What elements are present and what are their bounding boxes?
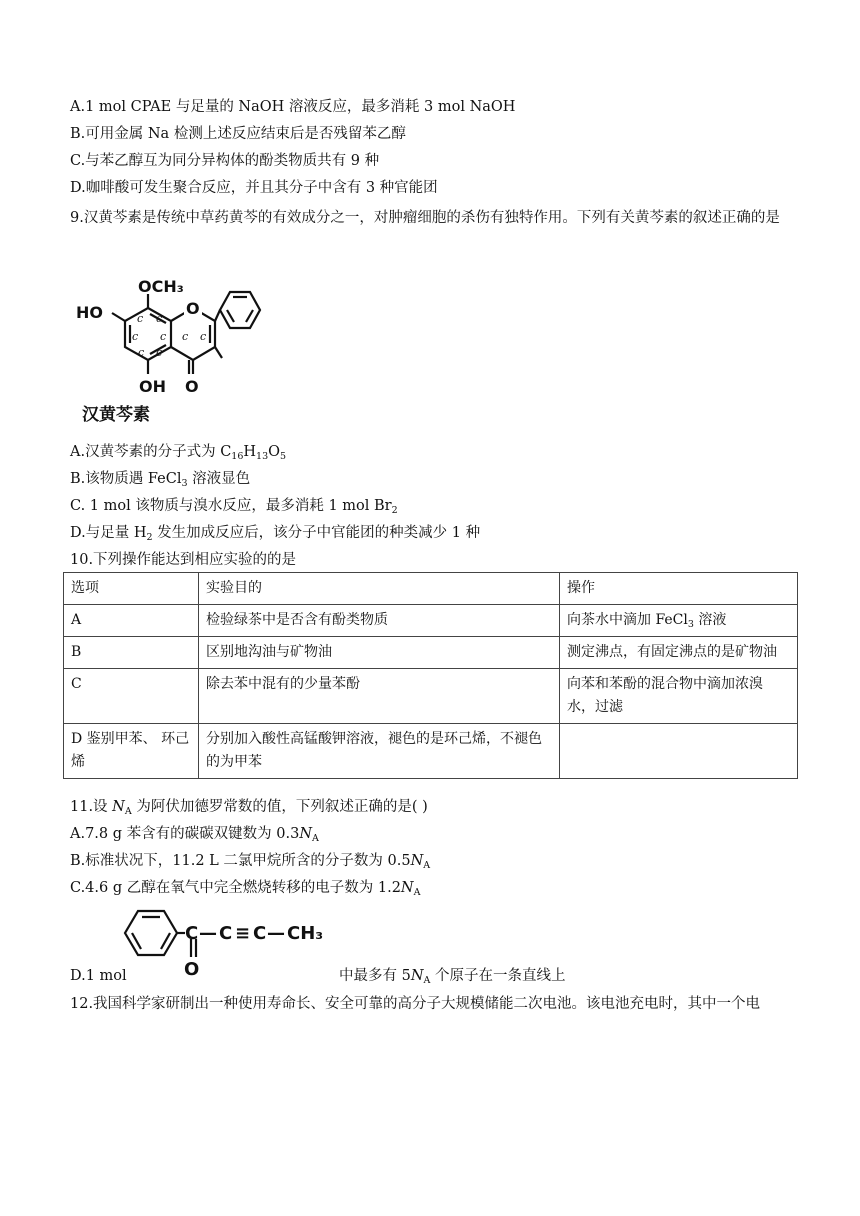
row-operation: 向苯和苯酚的混合物中滴加浓溴水，过滤: [560, 669, 798, 724]
q8-option-b: B.可用金属 Na 检测上述反应结束后是否残留苯乙醇: [70, 126, 406, 142]
c-mark: c: [160, 330, 167, 343]
row-purpose: 除去苯中混有的少量苯酚: [199, 669, 560, 724]
table-row: [64, 669, 798, 724]
c-mark: c: [200, 330, 207, 343]
table-row: [64, 605, 798, 637]
row-operation: 测定沸点，有固定沸点的是矿物油: [560, 637, 798, 669]
row-purpose: 分别加入酸性高锰酸钾溶液，褪色的是环己烯，不褪色的为甲苯: [199, 724, 560, 779]
q11-option-c: C.4.6 g 乙醇在氧气中完全燃烧转移的电子数为 $1.2N_A$: [70, 880, 421, 898]
oh-label: OH: [139, 377, 166, 396]
c-mark: c: [156, 346, 163, 359]
bond-dash: —: [267, 923, 285, 944]
row-purpose: 检验绿茶中是否含有酚类物质: [199, 605, 560, 637]
structure-caption: 汉黄芩素: [82, 405, 150, 425]
carbonyl-oxygen-label: O: [184, 959, 200, 980]
q8-option-a: A.1 mol CPAE 与足量的 NaOH 溶液反应，最多消耗 3 mol NaOH: [70, 99, 516, 115]
q10-stem: 10.下列操作能达到相应实验的的是: [70, 552, 297, 568]
q11-option-b: B.标准状况下，11.2 L 二氯甲烷所含的分子数为 $0.5N_A$: [70, 853, 431, 871]
bond-dash: —: [199, 923, 217, 944]
q11-option-d-text: 中最多有 $5N_A$ 个原子在一条直线上: [339, 968, 566, 986]
q9-option-b: B.该物质遇 FeCl$_3$ 溶液显色: [70, 471, 251, 489]
header-operation: 操作: [560, 573, 798, 605]
row-option: A: [64, 605, 199, 637]
q8-option-d: D.咖啡酸可发生聚合反应，并且其分子中含有 3 种官能团: [70, 180, 438, 196]
header-purpose: 实验目的: [199, 573, 560, 605]
q9-stem: 9.汉黄芩素是传统中草药黄芩的有效成分之一，对肿瘤细胞的杀伤有独特作用。下列有关黄芩素的叙述正确的是: [70, 210, 780, 226]
table-row: [64, 637, 798, 669]
ring-oxygen-label: O: [186, 299, 200, 318]
q9-option-c: C. 1 mol 该物质与溴水反应，最多消耗 1 mol $Br_2$: [70, 498, 398, 516]
c-mark: c: [132, 330, 139, 343]
hanhuangqinsu-structure: [70, 270, 270, 430]
methyl-label: CH₃: [287, 923, 324, 944]
q9-option-a: A.汉黄芩素的分子式为 $C_{16}H_{13}O_5$: [70, 444, 287, 462]
carbonyl-oxygen-label: O: [185, 377, 199, 396]
table-header-row: [64, 573, 798, 605]
header-option: 选项: [64, 573, 199, 605]
c-mark: c: [137, 312, 144, 325]
table-row: [64, 724, 798, 779]
row-option: D 鉴别甲苯、 环己烯: [64, 724, 199, 779]
row-operation: [560, 724, 798, 779]
triple-bond: ≡: [235, 923, 251, 944]
carbon-3-label: C: [253, 923, 267, 944]
carbon-1-label: C: [185, 923, 199, 944]
q12-stem: 12.我国科学家研制出一种使用寿命长、安全可靠的高分子大规模储能二次电池。该电池充电时，其中一个电: [70, 996, 761, 1012]
c-mark: c: [156, 312, 163, 325]
ho-label: HO: [76, 303, 103, 322]
phenyl-ketone-alkyne-structure: [115, 905, 350, 980]
q11-option-d-prefix: D.1 mol: [70, 968, 127, 984]
q11-stem: 11.设 $N_A$ 为阿伏加德罗常数的值，下列叙述正确的是( ): [70, 799, 428, 817]
row-purpose: 区别地沟油与矿物油: [199, 637, 560, 669]
c-mark: c: [138, 346, 145, 359]
row-option: C: [64, 669, 199, 724]
q8-option-c: C.与苯乙醇互为同分异构体的酚类物质共有 9 种: [70, 153, 380, 169]
c-mark: c: [182, 330, 189, 343]
q10-table: [63, 572, 798, 779]
row-operation: 向茶水中滴加 FeCl$_3$ 溶液: [560, 605, 798, 637]
q9-option-d: D.与足量 $H_2$ 发生加成反应后，该分子中官能团的种类减少 1 种: [70, 525, 481, 543]
carbon-2-label: C: [219, 923, 233, 944]
row-option: B: [64, 637, 199, 669]
och3-label: OCH₃: [138, 277, 184, 296]
q11-option-a: A.7.8 g 苯含有的碳碳双键数为 $0.3N_A$: [70, 826, 319, 844]
